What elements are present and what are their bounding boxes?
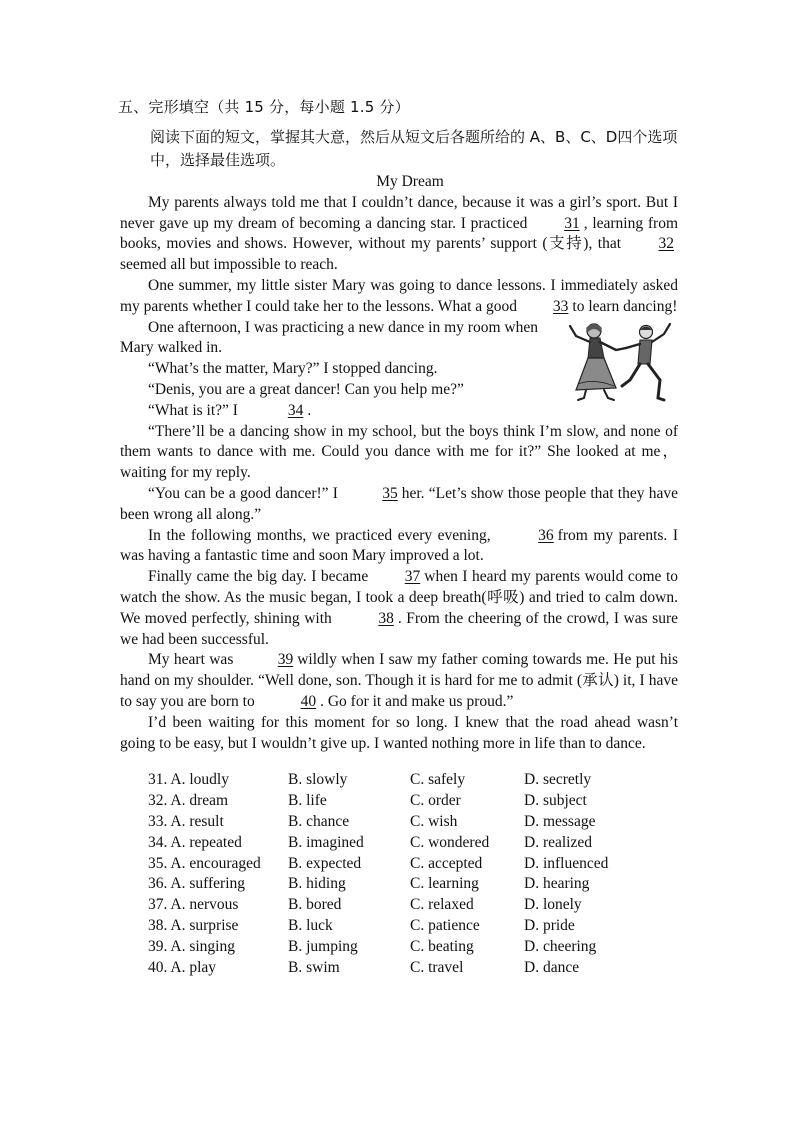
option-b: B. jumping	[288, 938, 358, 956]
option-b: B. expected	[288, 854, 362, 872]
blank-38: 38	[378, 609, 394, 627]
blank-31: 31	[564, 214, 580, 232]
section-title: 五、完形填空（共 15 分，每小题 1.5 分）	[118, 98, 410, 116]
text: In the following months, we practiced every evening,	[148, 526, 497, 544]
option-a: 37. A. nervous	[148, 896, 239, 914]
option-c: C. wondered	[410, 833, 490, 851]
option-b: B. swim	[288, 959, 340, 977]
option-d: D. subject	[524, 791, 587, 809]
paragraph-4: “What’s the matter, Mary?” I stopped dancing.	[148, 360, 438, 378]
option-d: D. lonely	[524, 896, 582, 914]
passage	[120, 172, 678, 754]
option-c: C. patience	[410, 917, 480, 935]
question-row	[148, 959, 688, 980]
blank-36: 36	[538, 526, 554, 544]
option-d: D. secretly	[524, 771, 592, 788]
option-a: 36. A. suffering	[148, 875, 246, 893]
blank-40: 40	[300, 692, 317, 710]
option-b: B. hiding	[288, 875, 346, 893]
option-d: D. realized	[524, 833, 592, 851]
option-c: C. order	[410, 791, 461, 809]
paragraph-3: One afternoon, I was practicing a new dance in my room when Mary walked in.	[120, 318, 538, 357]
option-d: D. influenced	[524, 854, 609, 872]
option-c: C. relaxed	[410, 896, 474, 914]
option-c: C. learning	[410, 875, 479, 893]
text: wildly when I saw my father coming towards me. He put his hand on my shoulder. “Well done, son. Though it is hard for me to admit (承认) it, I have to say you are born to	[120, 651, 678, 710]
option-c: C. safely	[410, 771, 466, 788]
text: One summer, my little sister Mary was going to dance lessons. I immediately asked my parents whether I could take her to the lessons. What a good	[120, 276, 678, 315]
option-c: C. wish	[410, 812, 458, 830]
text: “You can be a good dancer!” I	[148, 484, 343, 502]
option-b: B. imagined	[288, 833, 364, 851]
text: , learning from books, movies and shows. However, without my parents’ support (支持), that	[120, 214, 678, 253]
question-row	[148, 875, 688, 896]
option-a: 31. A. loudly	[148, 771, 229, 788]
paragraph-9	[120, 526, 678, 568]
option-d: D. dance	[524, 959, 580, 977]
option-d: D. hearing	[524, 875, 590, 893]
option-c: C. accepted	[410, 854, 483, 872]
text: .	[307, 401, 312, 419]
option-a: 35. A. encouraged	[148, 854, 261, 872]
option-d: D. pride	[524, 917, 575, 935]
option-c: C. beating	[410, 938, 474, 956]
paragraph-8	[120, 484, 678, 526]
paragraph-6	[120, 401, 678, 422]
question-row	[148, 855, 688, 876]
text: My parents always told me that I couldn’t dance, because it was a girl’s sport. But I never gave up my dream of becoming a dancing star. I practiced	[120, 193, 678, 232]
paragraph-2	[120, 276, 678, 318]
paragraph-7: “There’ll be a dancing show in my school, but the boys think I’m slow, and none of them wants to dance with me. Could you dance with me for it?” She looked at me，waiting for my reply.	[120, 422, 678, 482]
question-row	[148, 792, 688, 813]
option-b: B. slowly	[288, 771, 348, 788]
option-b: B. bored	[288, 896, 342, 914]
option-d: D. message	[524, 812, 596, 830]
blank-39: 39	[277, 651, 294, 669]
option-a: 34. A. repeated	[148, 833, 242, 851]
option-a: 38. A. surprise	[148, 917, 239, 935]
question-row	[148, 834, 688, 855]
text: . Go for it and make us proud.”	[320, 692, 514, 710]
illustrated-section	[120, 318, 678, 422]
blank-37: 37	[404, 568, 421, 586]
option-a: 32. A. dream	[148, 791, 229, 809]
story-title: My Dream	[376, 173, 444, 190]
text: “What is it?” I	[148, 401, 242, 419]
paragraph-11	[120, 650, 678, 712]
text: Finally came the big day. I became	[148, 568, 373, 586]
text: her. “Let’s show those people that they have been wrong all along.”	[120, 484, 678, 523]
blank-33: 33	[552, 297, 569, 315]
paragraph-12: I’d been waiting for this moment for so long. I knew that the road ahead wasn’t going to be easy, but I wouldn’t give up. I wanted nothing more in life than to dance.	[120, 713, 678, 752]
option-a: 40. A. play	[148, 959, 217, 977]
option-a: 33. A. result	[148, 812, 224, 830]
question-row	[148, 938, 688, 959]
text: when I heard my parents would come to watch the show. As the music began, I took a deep breath(呼吸) and tried to calm down. We moved perfectly, shining with	[120, 568, 678, 627]
question-row	[148, 917, 688, 938]
option-c: C. travel	[410, 959, 464, 977]
section-instruction: 阅读下面的短文，掌握其大意，然后从短文后各题所给的 A、B、C、D四个选项中，选择最佳选项。	[150, 128, 678, 169]
question-options	[148, 771, 688, 980]
paragraph-5: “Denis, you are a great dancer! Can you help me?”	[148, 380, 464, 398]
option-a: 39. A. singing	[148, 938, 235, 956]
text: seemed all but impossible to reach.	[120, 256, 338, 274]
question-row	[148, 896, 688, 917]
blank-35: 35	[382, 484, 398, 502]
option-b: B. chance	[288, 812, 350, 830]
question-row	[148, 813, 688, 834]
text: from my parents. I was having a fantastic time and soon Mary improved a lot.	[120, 526, 678, 565]
paragraph-1	[120, 193, 678, 276]
question-row	[148, 771, 688, 792]
option-b: B. life	[288, 791, 327, 809]
text: . From the cheering of the crowd, I was sure we had been successful.	[120, 609, 678, 648]
text: My heart was	[148, 651, 238, 669]
blank-34: 34	[287, 401, 304, 419]
blank-32: 32	[658, 235, 674, 253]
paragraph-10	[120, 567, 678, 650]
text: to learn dancing!	[572, 297, 678, 315]
dancing-couple-illustration	[564, 320, 682, 402]
option-d: D. cheering	[524, 938, 597, 956]
option-b: B. luck	[288, 917, 333, 935]
